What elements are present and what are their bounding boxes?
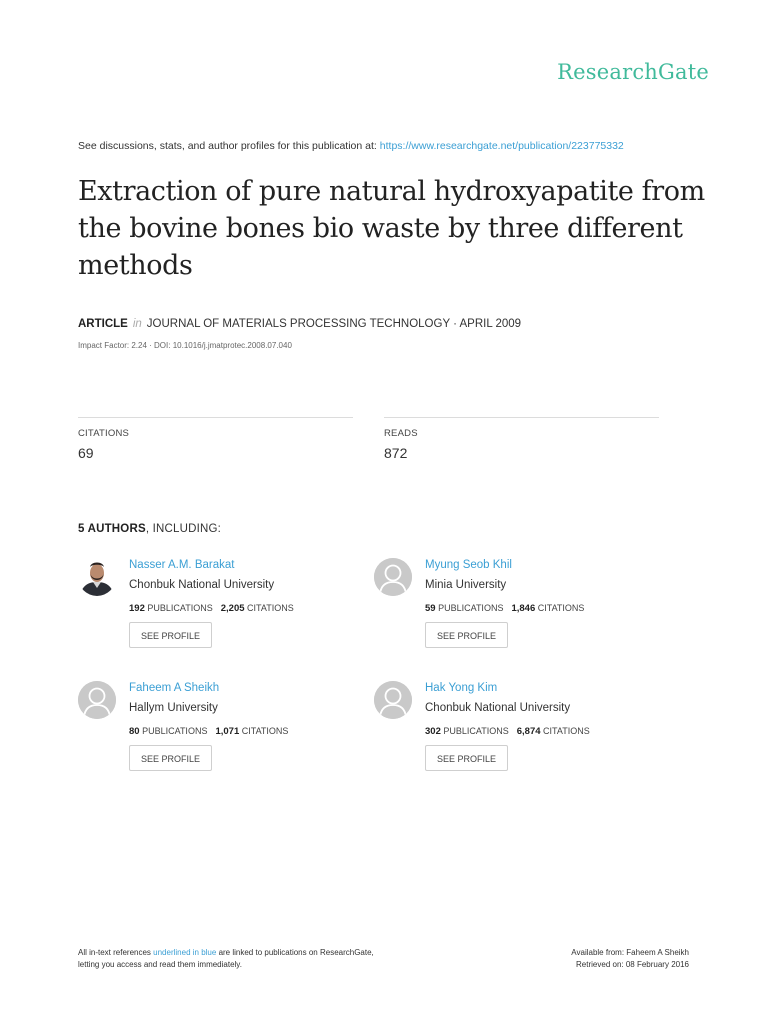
publications-label: PUBLICATIONS bbox=[438, 603, 504, 613]
citations-count: 2,205 bbox=[220, 603, 245, 614]
author-stats bbox=[425, 726, 590, 737]
publications-label: PUBLICATIONS bbox=[142, 726, 208, 736]
citations-count: 69 bbox=[78, 445, 94, 461]
author-card bbox=[78, 681, 378, 791]
journal-name: JOURNAL OF MATERIALS PROCESSING TECHNOLOGY · APRIL 2009 bbox=[146, 318, 522, 330]
see-profile-button[interactable]: SEE PROFILE bbox=[425, 622, 508, 648]
publications-label: PUBLICATIONS bbox=[147, 603, 213, 613]
author-stats bbox=[129, 726, 288, 737]
citations-count: 6,874 bbox=[516, 726, 541, 737]
citations-label: CITATIONS bbox=[241, 726, 289, 736]
publication-url-link[interactable]: https://www.researchgate.net/publication/223775332 bbox=[379, 140, 624, 152]
reads-count: 872 bbox=[384, 445, 408, 461]
footer-text: letting you access and read them immediately. bbox=[78, 960, 242, 969]
footer-text: are linked to publications on ResearchGate, bbox=[218, 948, 374, 957]
author-card bbox=[374, 681, 674, 791]
author-name-link[interactable]: Hak Yong Kim bbox=[425, 682, 498, 694]
reads-label: READS bbox=[384, 428, 418, 439]
citations-count: 1,071 bbox=[215, 726, 240, 737]
publications-count: 80 bbox=[129, 726, 140, 737]
author-stats bbox=[425, 603, 584, 614]
user-placeholder-icon bbox=[374, 558, 412, 596]
see-profile-button[interactable]: SEE PROFILE bbox=[425, 745, 508, 771]
avatar[interactable] bbox=[374, 681, 412, 719]
user-placeholder-icon bbox=[374, 681, 412, 719]
authors-suffix: , INCLUDING: bbox=[145, 523, 222, 535]
author-institution: Hallym University bbox=[129, 702, 218, 714]
article-type: ARTICLE bbox=[78, 318, 128, 330]
impact-doi: Impact Factor: 2.24 · DOI: 10.1016/j.jmatprotec.2008.07.040 bbox=[78, 341, 292, 350]
author-name-link[interactable]: Myung Seob Khil bbox=[425, 559, 512, 571]
discussion-text: See discussions, stats, and author profiles for this publication at: bbox=[78, 140, 377, 152]
discussion-line bbox=[78, 140, 624, 152]
authors-count: 5 AUTHORS bbox=[78, 523, 146, 535]
see-profile-button[interactable]: SEE PROFILE bbox=[129, 745, 212, 771]
retrieved-on: Retrieved on: 08 February 2016 bbox=[576, 960, 689, 969]
footer-note bbox=[78, 947, 374, 971]
citations-label: CITATIONS bbox=[78, 428, 130, 439]
author-institution: Chonbuk National University bbox=[129, 579, 275, 591]
author-name-link[interactable]: Nasser A.M. Barakat bbox=[129, 559, 235, 571]
see-profile-button[interactable]: SEE PROFILE bbox=[129, 622, 212, 648]
in-label: in bbox=[132, 318, 142, 330]
author-stats bbox=[129, 603, 294, 614]
footer-link-text: underlined in blue bbox=[153, 948, 217, 957]
availability-info bbox=[571, 947, 689, 971]
reads-divider bbox=[384, 417, 659, 418]
authors-heading bbox=[78, 523, 221, 535]
publication-title: Extraction of pure natural hydroxyapatite from the bovine bones bio waste by three different methods bbox=[78, 176, 705, 281]
author-institution: Chonbuk National University bbox=[425, 702, 571, 714]
avatar[interactable] bbox=[374, 558, 412, 596]
author-name-link[interactable]: Faheem A Sheikh bbox=[129, 682, 220, 694]
user-placeholder-icon bbox=[78, 681, 116, 719]
article-meta bbox=[78, 318, 521, 330]
citations-label: CITATIONS bbox=[247, 603, 294, 613]
researchgate-logo[interactable]: ResearchGate bbox=[557, 60, 709, 84]
citations-label: CITATIONS bbox=[537, 603, 585, 613]
citations-divider bbox=[78, 417, 353, 418]
author-photo bbox=[78, 558, 116, 596]
citations-count: 1,846 bbox=[511, 603, 536, 614]
publications-count: 192 bbox=[129, 603, 145, 614]
publications-count: 302 bbox=[425, 726, 441, 737]
avatar[interactable] bbox=[78, 558, 116, 596]
footer-text: All in-text references bbox=[78, 948, 151, 957]
author-card bbox=[78, 558, 378, 668]
publications-label: PUBLICATIONS bbox=[443, 726, 509, 736]
publications-count: 59 bbox=[425, 603, 436, 614]
citations-label: CITATIONS bbox=[543, 726, 590, 736]
author-card bbox=[374, 558, 674, 668]
available-from: Available from: Faheem A Sheikh bbox=[571, 948, 689, 957]
author-institution: Minia University bbox=[425, 579, 507, 591]
avatar[interactable] bbox=[78, 681, 116, 719]
